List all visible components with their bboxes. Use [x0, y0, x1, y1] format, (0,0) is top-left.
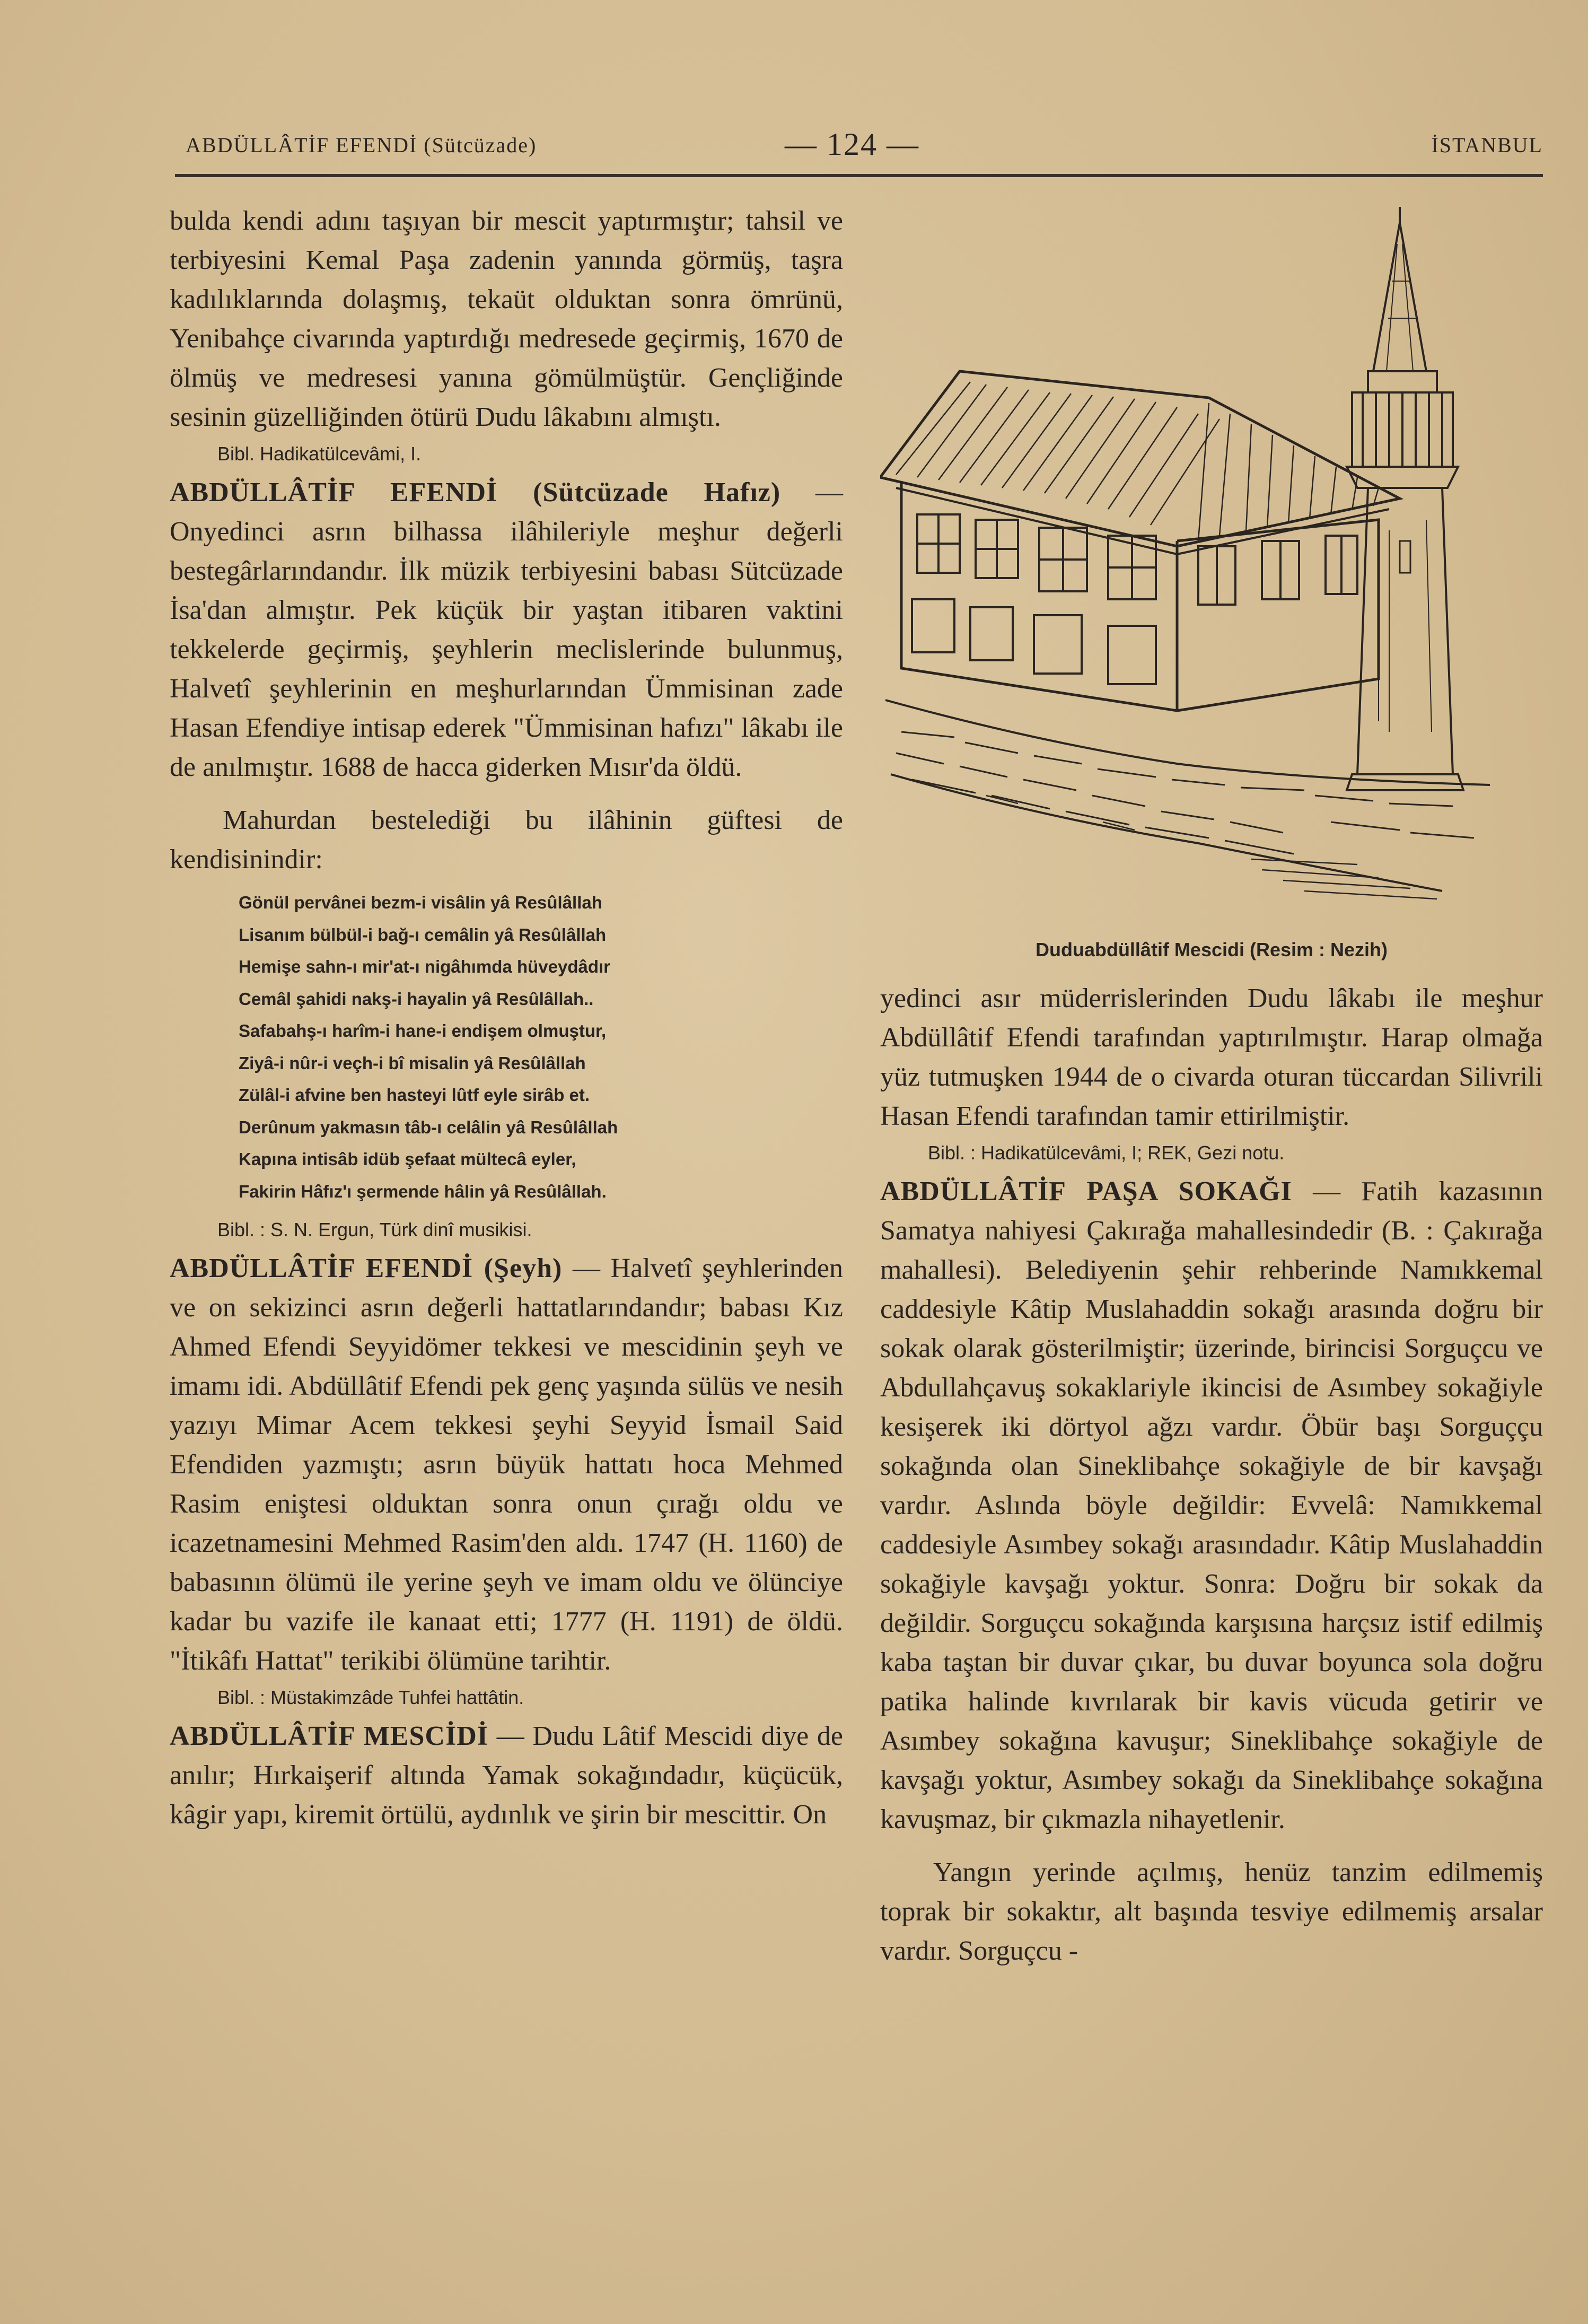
- poem-line: Zülâl-i afvine ben hasteyi lûtf eyle sirâb et.: [239, 1085, 590, 1105]
- header-section: İSTANBUL: [1431, 133, 1543, 157]
- bibliography: Bibl. : S. N. Ergun, Türk dinî musikisi.: [217, 1219, 532, 1240]
- entry-abdullatif-mescidi: [170, 1717, 843, 1834]
- entry-abdullatif-pasa-sokagi: [880, 1172, 1543, 1839]
- mosque-illustration: [880, 202, 1543, 933]
- page-header: [186, 127, 1543, 164]
- entry-heading: ABDÜLLÂTİF PAŞA SOKAĞI: [880, 1176, 1292, 1207]
- bibliography: Bibl. : Hadikatülcevâmi, I; REK, Gezi notu.: [928, 1142, 1285, 1164]
- entry-heading: ABDÜLLÂTİF EFENDİ (Şeyh): [170, 1253, 563, 1283]
- poem-line: Derûnum yakmasın tâb-ı celâlin yâ Resûlâllah: [239, 1117, 618, 1137]
- entry-abdullatif-sutcuzade: [170, 473, 843, 787]
- paragraph: bulda kendi adını taşıyan bir mescit yaptırmıştır; tahsil ve terbiyesini Kemal Paşa zadenin yanında görmüş, taşra kadılıklarında dolaşmış, tekaüt olduktan sonra ömrünü, Yenibahçe civarında yaptırdığı medresede geçirmiş, 1670 de ölmüş ve medresesi yanına gömülmüştür. Gençliğinde sesinin güzelliğinden ötürü Dudu lâkabını almıştı.: [170, 206, 843, 432]
- header-running-title: ABDÜLLÂTİF EFENDİ (Sütcüzade): [186, 133, 537, 157]
- poem-line: Safabahş-ı harîm-i hane-i endişem olmuştur,: [239, 1021, 607, 1041]
- poem-line: Hemişe sahn-ı mir'at-ı nigâhımda hüveydâdır: [239, 957, 611, 976]
- header-rule: [175, 174, 1543, 177]
- paragraph: yedinci asır müderrislerinden Dudu lâkabı ile meşhur Abdüllâtif Efendi tarafından yaptırılmıştır. Harap olmağa yüz tutmuşken 1944 de o civarda oturan tüccardan Silivrili Hasan Efendi tarafından tamir ettirilmiştir.: [880, 983, 1543, 1131]
- poem-line: Cemâl şahidi nakş-i hayalin yâ Resûlâllah..: [239, 989, 594, 1009]
- figure-caption: Duduabdüllâtif Mescidi (Resim : Nezih): [1035, 939, 1388, 960]
- page-number: — 124 —: [785, 127, 919, 162]
- poem-line: Fakirin Hâfız'ı şermende hâlin yâ Resûlâllah.: [239, 1181, 607, 1201]
- entry-text: — Dudu Lâtif Mescidi diye de anılır; Hırkaişerif altında Yamak sokağındadır, küçücük, kâgir yapı, kiremit örtülü, aydınlık ve şirin bir mescittir. On: [170, 1721, 844, 1830]
- bibliography: Bibl. : Müstakimzâde Tuhfei hattâtin.: [217, 1687, 524, 1708]
- entry-text: — Halvetî şeyhlerinden ve on sekizinci asrın değerli hattatlarındandır; babası Kız Ahmed Efendi Seyyidömer tekkesi ve mescidinin şeyh ve imamı idi. Abdüllâtif Efendi pek genç yaşında sülüs ve nesih yazıyı Mimar Acem tekkesi şeyhi Seyyid İsmail Said Efendiden yazmıştı; asrın büyük hattatı hoca Mehmed Rasim eniştesi olduktan sonra onun çırağı oldu ve icazetnamesini Mehmed Rasim'den aldı. 1747 (H. 1160) de babasının ölümü ile yerine şeyh ve imam oldu ve ölünciye kadar bu vazife ile kanaat etti; 1777 (H. 1191) de öldü. "İtikâfı Hattat" terikibi ölümüne tarihtir.: [170, 1253, 843, 1676]
- poem-verses: [239, 887, 843, 1208]
- paragraph: Mahurdan bestelediği bu ilâhinin güftesi de kendisinindir:: [170, 805, 843, 875]
- paragraph: Yangın yerinde açılmış, henüz tanzim edilmemiş toprak bir sokaktır, alt başında tesviye edilmemiş arsalar vardır. Sorguçcu -: [880, 1857, 1543, 1966]
- poem-line: Kapına intisâb idüb şefaat mültecâ eyler,: [239, 1149, 576, 1169]
- bibliography: Bibl. Hadikatülcevâmi, I.: [217, 443, 422, 465]
- right-column: [880, 202, 1543, 1971]
- entry-heading: ABDÜLLÂTİF MESCİDİ: [170, 1721, 488, 1751]
- entry-text: — Fatih kazasının Samatya nahiyesi Çakırağa mahallesindedir (B. : Çakırağa mahallesi). Belediyenin şehir rehberinde Namıkkemal caddesiyle Kâtip Muslahaddin sokağı arasında doğru bir sokak olarak gösterilmiştir; üzerinde, birincisi Sorguçcu ve Abdullahçavuş sokaklariyle ikincisi de Asımbey sokağiyle kesişerek iki dörtyol ağzı vardır. Öbür başı Sorguççu sokağında olan Sineklibahçe sokağiyle de bir kavşağı vardır. Aslında böyle değildir: Evvelâ: Namıkkemal caddesiyle Asımbey sokağı arasındadır. Kâtip Muslahaddin sokağiyle kavşağı yoktur. Sonra: Doğru bir sokak da değildir. Sorguçcu sokağında karşısına harçsız istif edilmiş kaba taştan bir duvar çıkar, bu duvar boyunca sola doğru patika halinde kıvrılarak bir kavis vücuda getirir ve Asımbey sokağına kavuşur; Sineklibahçe sokağiyle de kavşağı yoktur, Asımbey sokağı da Sineklibahçe sokağına kavuşmaz, bir çıkmazla nihayetlenir.: [880, 1176, 1543, 1834]
- poem-line: Lisanım bülbül-i bağ-ı cemâlin yâ Resûlâllah: [239, 924, 607, 945]
- mosque-drawing: [880, 202, 1543, 933]
- entry-heading: ABDÜLLÂTİF EFENDİ (Sütcüzade Hafız): [170, 477, 781, 508]
- left-column: [170, 202, 843, 1834]
- poem-line: Ziyâ-i nûr-i veçh-i bî misalin yâ Resûlâllah: [239, 1053, 586, 1073]
- entry-text: — Onyedinci asrın bilhassa ilâhileriyle meşhur değerli bestegârlarındandır. İlk müzik terbiyesini babası Sütcüzade İsa'dan almıştır. Pek küçük bir yaştan itibaren vaktini tekkelerde geçirmiş, şeyhlerin meclislerinde bulunmuş, Halvetî şeyhlerinin en meşhurlarından Ümmisinan zade Hasan Efendiye intisap ederek "Ümmisinan hafızı" lâkabı ile de anılmıştır. 1688 de hacca giderken Mısır'da öldü.: [170, 477, 843, 782]
- poem-line: Gönül pervânei bezm-i visâlin yâ Resûlâllah: [239, 893, 602, 912]
- entry-abdullatif-seyh: [170, 1249, 843, 1681]
